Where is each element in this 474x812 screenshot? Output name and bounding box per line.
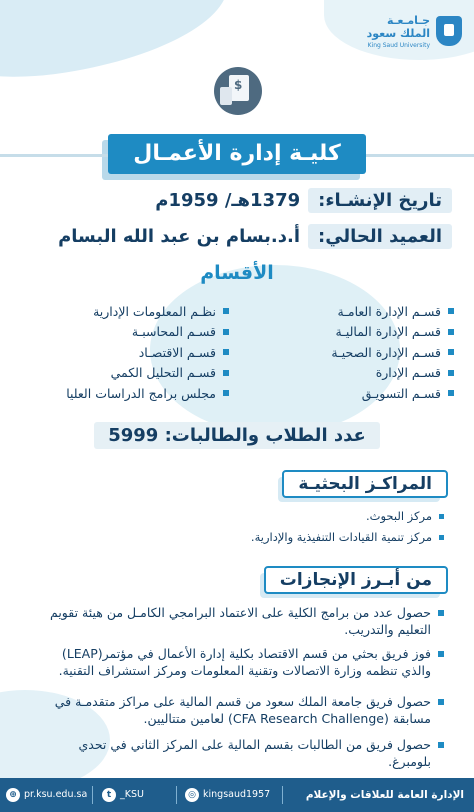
list-item: نظـم المعلومات الإدارية [19,301,229,322]
square-bullet-icon [438,699,444,705]
founded-value: 1379هـ/ 1959م [155,189,301,211]
globe-icon: ⊕ [6,788,20,802]
students-count-text: عدد الطلاب والطالبات: 5999 [94,422,380,449]
website-link[interactable]: ⊕ pr.ksu.edu.sa [6,778,87,812]
list-item: فوز فريق بحثي من قسم الاقتصاد بكلية إدارة الأعمال في مؤتمر(LEAP) والذي تنظمه وزارة الاتصالات وتقنية المعلومات ومركز استشراف التقنية. [32,645,444,679]
square-bullet-icon [448,370,454,376]
square-bullet-icon [448,329,454,335]
list-item: قسـم التحليل الكمي [19,363,229,384]
list-item: حصول فريق جامعة الملك سعود من قسم المالية على مراكز متقدمـة في مسابقة (CFA Research Challenge) لعامين متتاليين. [32,693,444,727]
list-item: حصول عدد من برامج الكلية على الاعتماد البرامجي الكامـل من هيئة تقويم التعليم والتدريب. [32,604,444,638]
list-item: قسـم التسويـق [244,383,454,404]
dean-row [58,222,452,250]
instagram-icon: ◎ [185,788,199,802]
square-bullet-icon [448,308,454,314]
list-item: قسـم المحاسبـة [19,322,229,343]
square-bullet-icon [223,308,229,314]
research-heading [282,470,448,500]
departments-left-column [19,301,229,404]
list-item: مركز البحوث. [366,509,444,523]
decorative-blob [0,0,236,90]
list-item: مجلس برامج الدراسات العليا [19,383,229,404]
departments-right-column [244,301,454,404]
square-bullet-icon [439,514,444,519]
achievements-heading-text: من أبـرز الإنجازات [264,566,448,594]
faculty-finance-icon [214,67,262,115]
logo-text-line1: جـامـعـة [386,14,430,27]
instagram-link[interactable]: ◎ kingsaud1957 [185,778,270,812]
footer-department: الإدارة العامة للعلاقات والإعلام [305,789,464,801]
title-banner [0,134,474,176]
square-bullet-icon [439,535,444,540]
square-bullet-icon [223,390,229,396]
list-item: قسـم الإدارة الماليـة [244,322,454,343]
list-item: حصول فريق من الطالبات بقسم المالية على المركز الثاني في تحدي بلومبرغ. [32,736,444,770]
logo-text-line2: الملك سعود [366,27,430,40]
university-emblem-icon [436,16,462,46]
page-title: كليـة إدارة الأعمـال [108,134,366,174]
square-bullet-icon [438,742,444,748]
university-logo [352,14,462,54]
departments-heading: الأقسام [200,262,274,284]
logo-text-en: King Saud University [367,42,430,49]
square-bullet-icon [223,329,229,335]
list-item: قسـم الإدارة الصحيـة [244,342,454,363]
list-item: قسـم الاقتصـاد [19,342,229,363]
square-bullet-icon [448,349,454,355]
twitter-icon: t [102,788,116,802]
footer [0,778,474,812]
square-bullet-icon [438,610,444,616]
square-bullet-icon [448,390,454,396]
list-item: قسـم الإدارة العامـة [244,301,454,322]
research-heading-text: المراكـز البحثيـة [282,470,448,498]
founded-row [155,186,452,214]
square-bullet-icon [223,349,229,355]
square-bullet-icon [438,651,444,657]
list-item: مركز تنمية القيادات التنفيذية والإدارية. [251,530,444,544]
students-count [0,422,474,454]
twitter-link[interactable]: t _KSU [102,778,144,812]
founded-label: تاريخ الإنشـاء: [308,188,452,213]
achievements-heading [264,566,448,596]
dean-value: أ.د.بسام بن عبد الله البسام [58,225,300,247]
square-bullet-icon [223,370,229,376]
list-item: قسـم الإدارة [244,363,454,384]
dean-label: العميد الحالي: [308,224,452,249]
